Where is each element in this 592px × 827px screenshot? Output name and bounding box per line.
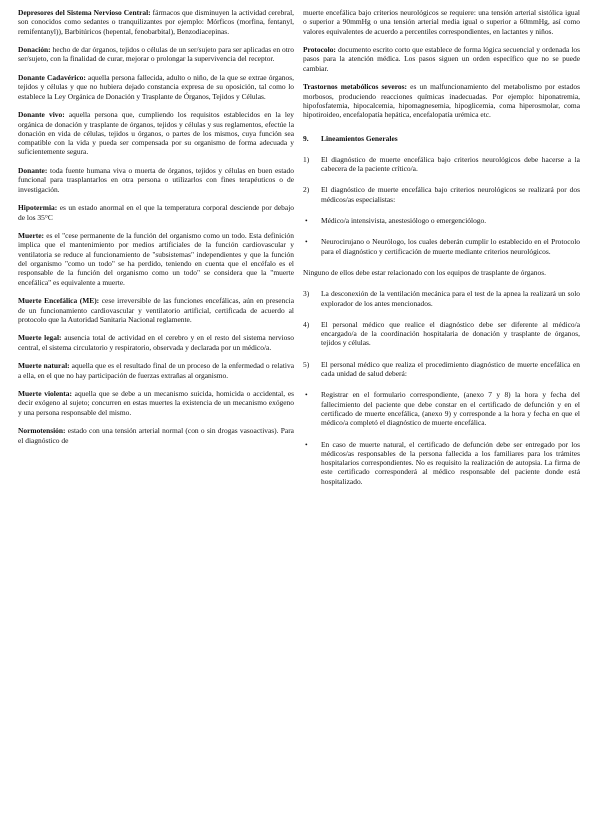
list-marker: • bbox=[305, 390, 308, 400]
numbered-guideline bbox=[303, 155, 580, 174]
guidelines-list-b bbox=[303, 289, 580, 378]
numbered-guideline bbox=[303, 360, 580, 379]
definition-paragraph bbox=[303, 45, 580, 73]
section-heading bbox=[303, 134, 580, 143]
list-item-text: Registrar en el formulario correspondiente, (anexo 7 y 8) la hora y fecha del fallecimiento del paciente que debe constar en el certificado de defunción y en el certificado de muerte encefálica, (anexo 9) y corresponde a la hora y fecha en que el médico/a completó el diagnóstico de muerte encefálica. bbox=[321, 390, 580, 428]
definition-text: hecho de dar órganos, tejidos o células de un ser/sujeto para ser aplicadas en otro ser/sujeto, con la finalidad de curar, mejorar o prolongar la supervivencia del receptor. bbox=[18, 45, 294, 64]
left-column bbox=[18, 8, 294, 454]
definition-term: Depresores del Sistema Nervioso Central: bbox=[18, 8, 151, 17]
section-number: 9. bbox=[303, 133, 309, 143]
definition-text: toda fuente humana viva o muerta de órganos, tejidos y células en buen estado funcional para trasplantarlos en otra persona o utilizarlos con fines terapéuticos o de investigación. bbox=[18, 166, 294, 194]
definition-text: estado con una tensión arterial normal (con o sin drogas vasoactivas). Para el diagnóstico de bbox=[18, 426, 294, 445]
list-marker: • bbox=[305, 237, 308, 247]
definition-term: Muerte Encefálica (ME): bbox=[18, 296, 100, 306]
bullet-item bbox=[303, 216, 580, 225]
list-marker: 2) bbox=[303, 185, 310, 195]
definition-term: Muerte natural: bbox=[18, 361, 70, 371]
list-item-text: El personal médico que realiza el procedimiento diagnóstico de muerte encefálica en cada unidad de salud deberá: bbox=[321, 359, 580, 379]
definition-text: aquella persona fallecida, adulto o niño, de la que se extrae órganos, tejidos y células y que no hubiera dejado constancia expresa de su oposición, tal como lo establece la Ley Orgánica de Donación y Trasplante de Órganos, Tejidos y Células. bbox=[18, 73, 294, 101]
list-item-text: El personal médico que realice el diagnóstico debe ser diferente al médico/a encargado/a de la coordinación hospitalaria de donación y trasplante de órganos, tejidos y células. bbox=[321, 319, 580, 348]
bullet-item bbox=[303, 440, 580, 486]
definition-text: aquella que es el resultado final de un proceso de la enfermedad o relativa a ella, en el que no hay participación de fuerzas extrañas al organismo. bbox=[18, 361, 294, 380]
bullet-item bbox=[303, 237, 580, 256]
definition-term: Normotensión: bbox=[18, 426, 66, 436]
definition-paragraph bbox=[18, 426, 294, 445]
bullet-item bbox=[303, 390, 580, 427]
list-marker: • bbox=[305, 216, 308, 226]
definition-paragraph bbox=[18, 231, 294, 287]
numbered-guideline bbox=[303, 320, 580, 348]
definition-paragraph bbox=[18, 361, 294, 380]
list-item-text: El diagnóstico de muerte encefálica bajo criterios neurológicos debe hacerse a la cabecera de la paciente crítico/a. bbox=[321, 154, 580, 174]
definition-term: Trastornos metabólicos severos: bbox=[303, 82, 407, 92]
definition-text: aquella que se debe a un mecanismo suicida, homicida o accidental, es decir exógeno al sujeto; concurren en estas muertes la existencia de un mecanismo exógeno y una persona responsable del mismo. bbox=[18, 389, 295, 417]
definition-text: cese irreversible de las funciones encefálicas, aún en presencia de un funcionamiento cardiovascular y ventilatorio artificial, certificada de acuerdo al protocolo que la Autoridad Sanitaria Nacional reglamente. bbox=[18, 296, 294, 324]
definition-text: documento escrito corto que establece de forma lógica secuencial y ordenada los pasos para la atención médica. Los pasos siguen un orden específico que no se puede cambiar. bbox=[303, 45, 580, 73]
definition-text: es un estado anormal en el que la temperatura corporal desciende por debajo de los 35°C bbox=[18, 203, 294, 222]
definition-term: Muerte legal: bbox=[18, 333, 62, 343]
numbered-guideline bbox=[303, 185, 580, 204]
definition-text: es el "cese permanente de la función del organismo como un todo. Esta definición implica que el mantenimiento por medios artificiales de la función cardiovascular y ventilatoria se reduce al funcionamiento de "subsistemas" independientes y que la función del organismo "como un todo" se ha perdido, teniendo en cuenta que el encéfalo es el responsable de la función del organismo como un todo" se considera que la "muerte encefálica" es equivalente a muerte. bbox=[18, 231, 294, 287]
list-item-text: El diagnóstico de muerte encefálica bajo criterios neurológicos se realizará por dos médicos/as especialistas: bbox=[321, 185, 580, 204]
definition-text: es un malfuncionamiento del metabolismo por estados morbosos, produciendo reacciones químicas inadecuadas. Por ejemplo: hiponatremia, hipofosfatemia, hipocalcemia, hipomagnesemia, hipoglicemia, coma hiperosmolar, coma hipotiroideo, encefalopatía hepática, encefalopatía urémica etc. bbox=[303, 82, 581, 120]
definition-term: Donante Cadavérico: bbox=[18, 73, 86, 83]
definition-term: Donante vivo: bbox=[18, 110, 65, 120]
definition-paragraph bbox=[18, 166, 294, 194]
definition-term: Donación: bbox=[18, 45, 51, 55]
list-item-text: La desconexión de la ventilación mecánica para el test de la apnea la realizará un solo explorador de los antes mencionados. bbox=[321, 289, 580, 308]
definition-text: muerte encefálica bajo criterios neurológicos se requiere: una tensión arterial sistólica igual o superior a 90mmHg o una tensión arterial media igual o superior a 60mmHg, así como valores equivalentes de acuerdo a percentiles correspondientes, en lactantes y niños. bbox=[303, 8, 580, 36]
definition-term: Muerte violenta: bbox=[18, 389, 72, 399]
section-title: Lineamientos Generales bbox=[321, 133, 398, 143]
definition-paragraph bbox=[18, 389, 294, 417]
definition-term: Protocolo: bbox=[303, 45, 336, 55]
definition-paragraph bbox=[18, 45, 294, 64]
note-paragraph: Ninguno de ellos debe estar relacionado con los equipos de trasplante de órganos. bbox=[303, 267, 546, 277]
list-item-text: Médico/a intensivista, anestesiólogo o emergenciólogo. bbox=[321, 216, 487, 226]
list-marker: 4) bbox=[303, 319, 310, 329]
right-column bbox=[303, 8, 580, 498]
guidelines-list-a bbox=[303, 155, 580, 204]
definition-paragraph bbox=[18, 203, 294, 222]
definition-term: Muerte: bbox=[18, 231, 45, 241]
definition-term: Hipotermia: bbox=[18, 203, 58, 213]
numbered-guideline bbox=[303, 289, 580, 308]
list-marker: 5) bbox=[303, 359, 310, 369]
definition-text: ausencia total de actividad en el cerebro y en el resto del sistema nervioso central, el sistema circulatorio y respiratorio, observada y declarada por un médico/a. bbox=[18, 333, 295, 352]
definition-paragraph bbox=[18, 333, 294, 352]
definition-paragraph bbox=[18, 110, 294, 156]
definition-text: fármacos que disminuyen la actividad cerebral, son conocidos como sedantes o tranquilizantes por ejemplo: Mórficos (morfina, fentanyl, remifentanyl)), Barbitúricos (hepental, fenobarbital), Benzodiacepinas. bbox=[18, 8, 294, 36]
definition-paragraph bbox=[18, 73, 294, 101]
specialists-list bbox=[303, 216, 580, 256]
list-item-text: En caso de muerte natural, el certificado de defunción debe ser entregado por los médicos/as responsables de la persona fallecida a los familiares para los trámites hospitalarios correspondientes. No es requisito la realización de autopsia. La firma de este certificado corresponderá al médico responsable del paciente donde está hospitalizado. bbox=[321, 439, 580, 486]
duties-list bbox=[303, 390, 580, 486]
definitions-continued bbox=[303, 8, 580, 120]
list-marker: 3) bbox=[303, 289, 310, 299]
definition-paragraph bbox=[303, 8, 580, 36]
definition-paragraph bbox=[303, 82, 580, 119]
list-marker: • bbox=[305, 439, 308, 449]
definition-paragraph bbox=[18, 296, 294, 324]
definition-term: Donante: bbox=[18, 166, 48, 176]
list-item-text: Neurocirujano o Neurólogo, los cuales deberán cumplir lo establecido en el Protocolo para el diagnóstico y certificación de muerte mediante criterios neurológicos. bbox=[321, 237, 580, 256]
list-marker: 1) bbox=[303, 154, 310, 164]
definition-paragraph bbox=[18, 8, 294, 36]
definition-text: aquella persona que, cumpliendo los requisitos establecidos en la ley orgánica de donación y trasplante de órganos, tejidos y células y sus reglamentos, efectúe la donación en vida de células, tejidos u órganos, o partes de los mismos, cuya función sea compatible con la vida y pueda ser compensada por su organismo de forma adecuada y suficientemente segura. bbox=[18, 110, 294, 157]
